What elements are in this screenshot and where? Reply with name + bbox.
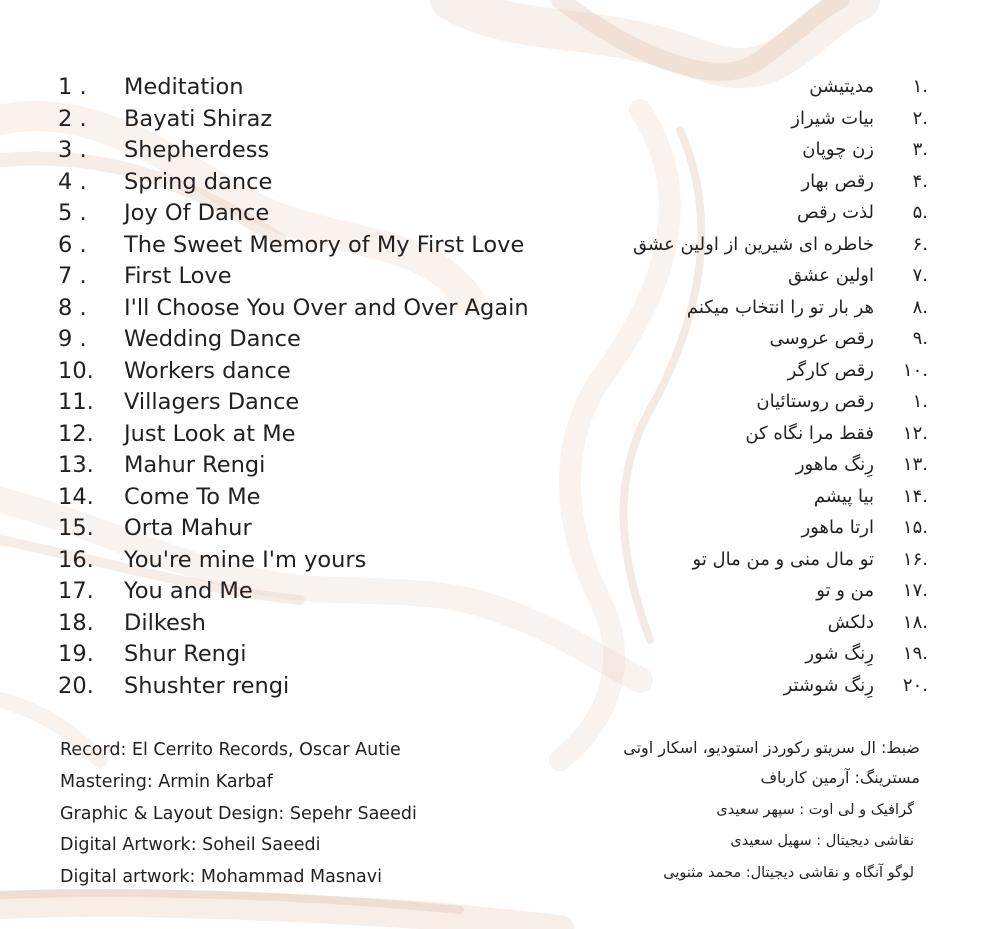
track-item-fa xyxy=(816,577,928,605)
credit-line-fa: مسترینگ: آرمین کارباف xyxy=(760,768,920,787)
track-item-fa xyxy=(784,672,928,700)
track-number: 13. xyxy=(58,452,94,478)
track-title-fa: بیات شیراز xyxy=(791,107,874,129)
track-title: Mahur Rengi xyxy=(124,452,266,478)
credit-line-fa: گرافیک و لی اوت : سپهر سعیدی xyxy=(716,802,914,818)
track-number: 1 . xyxy=(58,74,87,100)
track-number: 8 . xyxy=(58,294,87,321)
track-number: 14. xyxy=(58,483,94,510)
track-number-fa: .۷ xyxy=(912,265,928,286)
track-item xyxy=(58,262,232,290)
track-title: You're mine I'm yours xyxy=(124,546,367,573)
track-number: 11. xyxy=(58,389,94,415)
track-number: 9 . xyxy=(58,326,87,352)
track-item xyxy=(58,514,252,542)
credit-line: Mastering: Armin Karbaf xyxy=(60,772,273,792)
track-number: 3 . xyxy=(58,137,87,163)
track-number: 7 . xyxy=(58,263,87,289)
track-number-fa: .۱۲ xyxy=(902,422,928,444)
track-item xyxy=(58,609,206,637)
track-number-fa: .۲ xyxy=(912,107,928,129)
track-number-fa: .۵ xyxy=(912,202,928,223)
track-title: Wedding Dance xyxy=(124,326,301,352)
track-title-fa: رِنگ شور xyxy=(805,643,874,664)
track-title-fa: رقص بهار xyxy=(801,170,874,192)
track-item-fa xyxy=(801,168,928,196)
credit-line: Digital Artwork: Soheil Saeedi xyxy=(60,835,321,855)
track-number-fa: .۹ xyxy=(912,328,928,349)
track-title: Come To Me xyxy=(124,483,261,510)
track-number-fa: .۱۰ xyxy=(902,359,928,381)
credit-line: Graphic & Layout Design: Sepehr Saeedi xyxy=(60,804,417,824)
track-item-fa xyxy=(769,325,928,353)
track-number: 5 . xyxy=(58,200,87,226)
track-title: Shushter rengi xyxy=(124,672,290,699)
track-title: Meditation xyxy=(124,74,244,100)
track-number: 16. xyxy=(58,546,94,573)
track-item-fa xyxy=(828,609,928,637)
track-number: 4 . xyxy=(58,168,87,195)
track-number-fa: .۱۸ xyxy=(902,611,928,633)
track-item-fa xyxy=(687,294,928,322)
track-title-fa: رقص عروسی xyxy=(769,328,874,349)
track-title-fa: فقط مرا نگاه کن xyxy=(745,422,874,444)
track-item xyxy=(58,136,269,164)
track-title-fa: لذت رقص xyxy=(797,202,874,223)
track-title-fa: بیا پیشم xyxy=(813,485,874,507)
track-number: 17. xyxy=(58,578,94,604)
track-item xyxy=(58,294,529,322)
track-item xyxy=(58,483,260,511)
track-title-fa: دلکش xyxy=(827,611,874,633)
track-title-fa: اولین عشق xyxy=(788,265,874,286)
track-title-fa: مدیتیشن xyxy=(809,76,874,97)
track-number: 20. xyxy=(58,672,94,699)
track-title-fa: هر بار تو را انتخاب میکنم xyxy=(686,296,874,318)
track-item-fa xyxy=(802,136,928,164)
track-item-fa xyxy=(745,420,928,448)
track-item xyxy=(58,73,244,101)
track-number-fa: .۱۳ xyxy=(902,454,928,475)
track-title-fa: خاطره ای شیرین از اولین عشق xyxy=(633,233,874,255)
track-title: Shur Rengi xyxy=(124,641,247,667)
track-number: 12. xyxy=(58,420,94,447)
track-number-fa: .۸ xyxy=(912,296,928,318)
track-title-fa: رقص کارگر xyxy=(787,359,874,381)
track-item xyxy=(58,325,301,353)
track-title-fa: من و تو xyxy=(816,580,874,601)
track-number-fa: .۶ xyxy=(912,233,928,255)
credit-line-fa: لوگو آنگاه و نقاشی دیجیتال: محمد مثنویی xyxy=(663,865,914,881)
track-title: First Love xyxy=(124,263,232,289)
track-number-fa: .۱۴ xyxy=(902,485,928,507)
track-item xyxy=(58,577,253,605)
track-number: 10. xyxy=(58,357,94,384)
track-title: Spring dance xyxy=(124,168,273,195)
track-title-fa: زن چوپان xyxy=(802,139,874,160)
track-item xyxy=(58,199,269,227)
track-number-fa: .۱ xyxy=(912,76,928,97)
track-item-fa xyxy=(788,357,928,385)
track-item xyxy=(58,105,272,133)
track-title: Just Look at Me xyxy=(124,420,296,447)
track-number-fa: .۱۷ xyxy=(902,580,928,601)
track-item xyxy=(58,231,524,259)
track-title: Shepherdess xyxy=(124,137,270,163)
track-item-fa xyxy=(805,640,928,668)
track-item xyxy=(58,388,299,416)
track-item-fa xyxy=(796,451,928,479)
track-number: 15. xyxy=(58,515,94,541)
track-number-fa: .۱۹ xyxy=(902,643,928,664)
track-title: Dilkesh xyxy=(124,609,206,636)
track-item xyxy=(58,672,289,700)
track-number-fa: .۱ xyxy=(912,391,928,412)
credit-line-fa: ضبط: ال سریتو رکوردز استودیو، اسکار اوتی xyxy=(623,738,920,757)
credit-line: Digital artwork: Mohammad Masnavi xyxy=(60,867,382,887)
track-item-fa xyxy=(801,514,928,542)
track-number: 18. xyxy=(58,609,94,636)
track-number-fa: .۳ xyxy=(912,139,928,160)
track-item xyxy=(58,420,295,448)
track-title-fa: تو مال منی و من مال تو xyxy=(692,548,874,570)
track-title: Bayati Shiraz xyxy=(124,105,273,132)
track-number: 6 . xyxy=(58,231,87,258)
track-title: Orta Mahur xyxy=(124,515,252,541)
track-title: Workers dance xyxy=(124,357,291,384)
track-number-fa: .۲۰ xyxy=(902,674,928,696)
track-title: The Sweet Memory of My First Love xyxy=(124,231,525,258)
track-item-fa xyxy=(756,388,928,416)
track-item-fa xyxy=(814,483,928,511)
track-title: I'll Choose You Over and Over Again xyxy=(124,294,529,321)
track-item xyxy=(58,357,291,385)
track-number: 19. xyxy=(58,641,94,667)
credit-line-fa: نقاشی دیجیتال : سهیل سعیدی xyxy=(730,833,914,849)
track-item xyxy=(58,451,265,479)
track-item xyxy=(58,546,366,574)
track-title-fa: رقص روستائیان xyxy=(756,391,874,412)
track-title-fa: ارتا ماهور xyxy=(801,517,874,538)
track-title: You and Me xyxy=(124,578,253,604)
track-item-fa xyxy=(791,105,928,133)
track-item xyxy=(58,168,272,196)
track-item-fa xyxy=(788,262,928,290)
track-title: Villagers Dance xyxy=(124,389,300,415)
track-item-fa xyxy=(633,231,928,259)
track-title: Joy Of Dance xyxy=(124,200,270,226)
track-number: 2 . xyxy=(58,105,87,132)
track-item-fa xyxy=(797,199,928,227)
track-title-fa: رِنگ ماهور xyxy=(795,454,874,475)
credit-line: Record: El Cerrito Records, Oscar Autie xyxy=(60,740,401,760)
track-number-fa: .۴ xyxy=(912,170,928,192)
track-title-fa: رِنگ شوشتر xyxy=(783,674,874,696)
track-number-fa: .۱۵ xyxy=(902,517,928,538)
track-item xyxy=(58,640,246,668)
track-item-fa xyxy=(693,546,928,574)
track-number-fa: .۱۶ xyxy=(902,548,928,570)
track-item-fa xyxy=(809,73,928,101)
